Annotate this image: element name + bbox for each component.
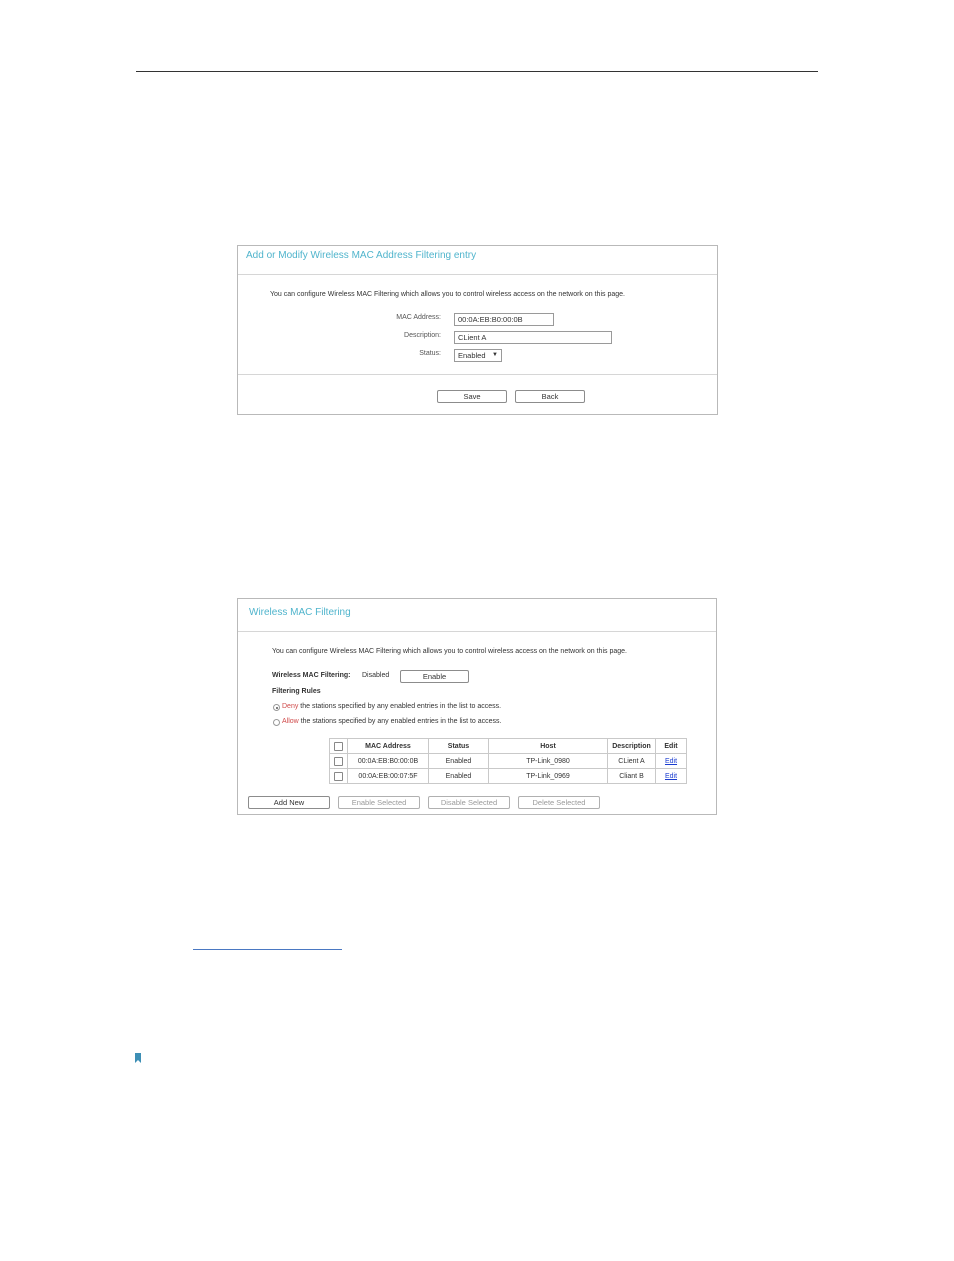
table-row: [330, 754, 687, 769]
cell-description: CLient A: [608, 754, 656, 769]
status-select[interactable]: [454, 349, 502, 362]
col-host: Host: [489, 739, 608, 754]
description-input[interactable]: [454, 331, 612, 344]
cell-description: Cliant B: [608, 769, 656, 784]
cell-status: Enabled: [429, 769, 489, 784]
allow-radio[interactable]: [273, 719, 280, 726]
cell-mac: 00:0A:EB:00:07:5F: [348, 769, 429, 784]
filtering-state: Disabled: [362, 672, 390, 679]
cell-mac: 00:0A:EB:B0:00:0B: [348, 754, 429, 769]
filtering-rules-heading: Filtering Rules: [272, 688, 321, 695]
filtering-label: Wireless MAC Filtering:: [272, 672, 351, 679]
chevron-down-icon: ▼: [492, 352, 498, 358]
save-button[interactable]: Save: [437, 390, 507, 403]
intro-text: You can configure Wireless MAC Filtering which allows you to control wireless access on the network on this page.: [270, 291, 625, 298]
allow-word: Allow: [282, 718, 299, 725]
divider: [238, 374, 717, 375]
row-checkbox[interactable]: [334, 757, 343, 766]
deny-word: Deny: [282, 703, 299, 710]
intro-text: You can configure Wireless MAC Filtering which allows you to control wireless access on the network on this page.: [272, 648, 627, 655]
enable-button[interactable]: Enable: [400, 670, 469, 683]
col-mac-address: MAC Address: [348, 739, 429, 754]
description-label: Description:: [404, 332, 441, 339]
row-checkbox[interactable]: [334, 772, 343, 781]
edit-link[interactable]: Edit: [664, 757, 678, 765]
cell-host: TP-Link_0969: [489, 769, 608, 784]
table-row: [330, 769, 687, 784]
divider: [238, 631, 716, 632]
status-label: Status:: [419, 350, 441, 357]
table-header-row: [330, 739, 687, 754]
enable-selected-button[interactable]: Enable Selected: [338, 796, 420, 809]
col-edit: Edit: [656, 739, 687, 754]
bookmark-icon: [135, 1053, 141, 1063]
cell-status: Enabled: [429, 754, 489, 769]
panel-title: Wireless MAC Filtering: [249, 607, 351, 618]
add-new-button[interactable]: Add New: [248, 796, 330, 809]
edit-link[interactable]: Edit: [664, 772, 678, 780]
mac-address-input[interactable]: [454, 313, 554, 326]
back-button[interactable]: Back: [515, 390, 585, 403]
col-status: Status: [429, 739, 489, 754]
deny-rest: the stations specified by any enabled entries in the list to access.: [300, 703, 502, 710]
deny-radio[interactable]: [273, 704, 280, 711]
mac-address-label: MAC Address:: [396, 314, 441, 321]
status-select-value: Enabled: [458, 351, 486, 360]
disable-selected-button[interactable]: Disable Selected: [428, 796, 510, 809]
cell-host: TP-Link_0980: [489, 754, 608, 769]
divider: [238, 274, 717, 275]
mac-filter-table: [329, 738, 687, 784]
panel-title: Add or Modify Wireless MAC Address Filtering entry: [246, 250, 477, 261]
allow-rule-text: [282, 718, 501, 725]
modify-entry-panel: [237, 245, 718, 415]
header-rule: [136, 71, 818, 72]
delete-selected-button[interactable]: Delete Selected: [518, 796, 600, 809]
select-all-checkbox[interactable]: [334, 742, 343, 751]
hyperlink-underline[interactable]: [193, 949, 342, 950]
allow-rest: the stations specified by any enabled entries in the list to access.: [300, 718, 502, 725]
col-description: Description: [608, 739, 656, 754]
deny-rule-text: [282, 703, 501, 710]
mac-filtering-panel: [237, 598, 717, 815]
